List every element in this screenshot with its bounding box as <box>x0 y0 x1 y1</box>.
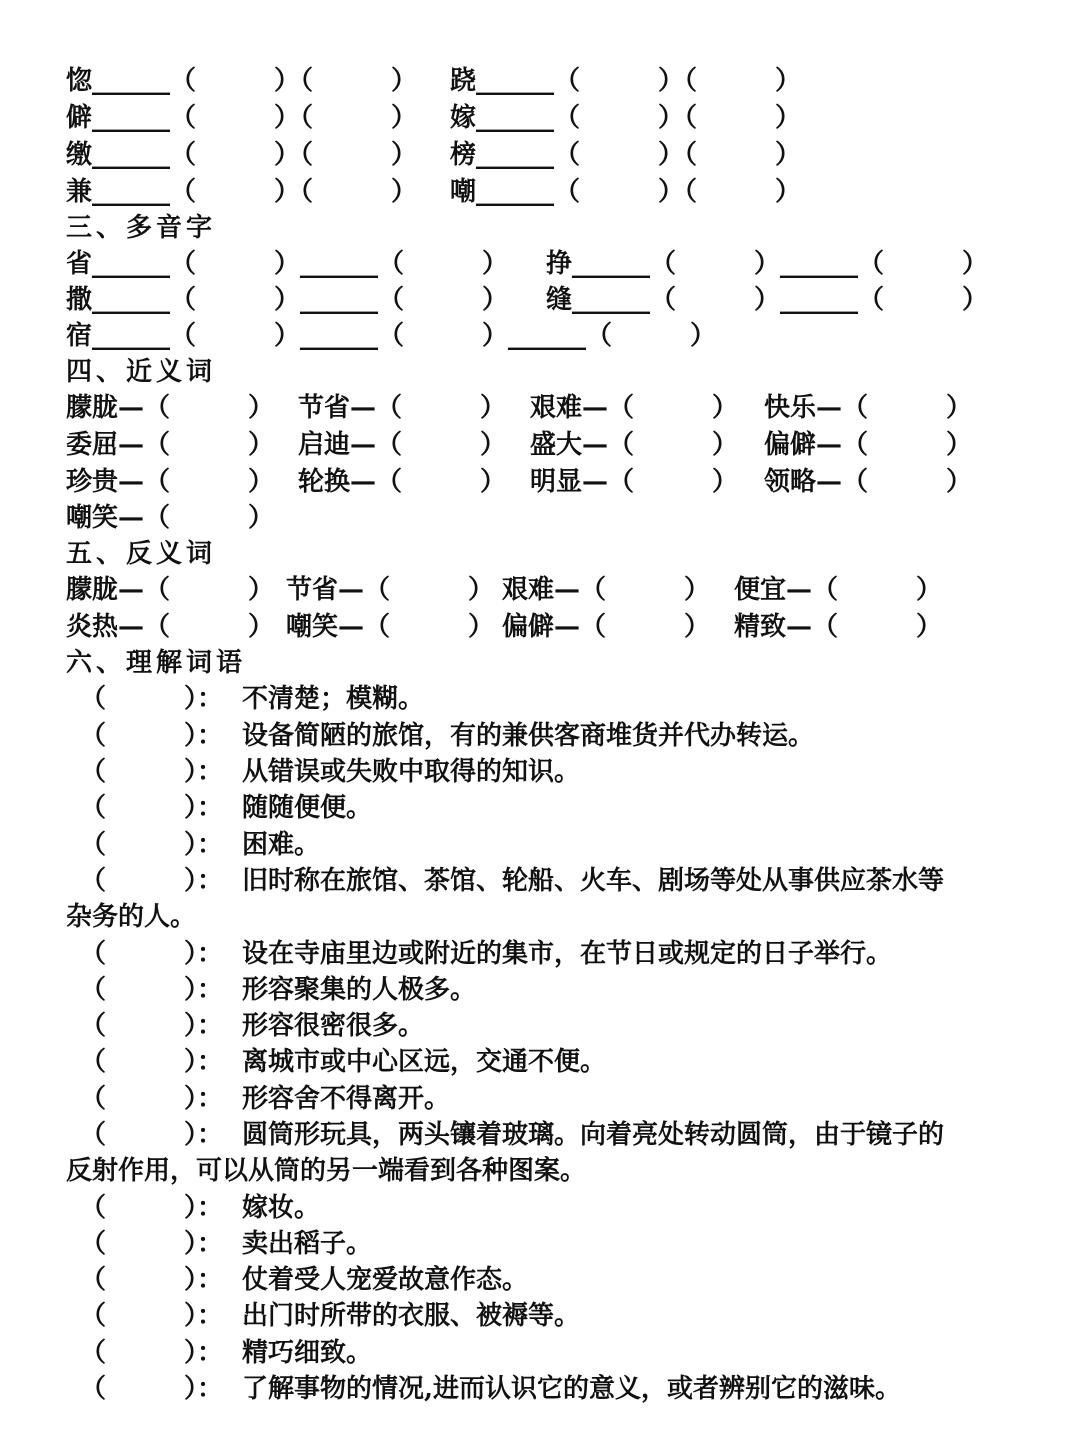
antonym-cell: 偏僻—（ ） <box>502 612 711 642</box>
answer-paren-open: （ <box>80 1193 107 1223</box>
synonym-cell: 快乐—（ ） <box>764 393 973 423</box>
answer-paren-open: （ <box>80 1338 107 1368</box>
definition-text: 圆筒形玩具，两头镶着玻璃。向着亮处转动圆筒，由于镜子的 <box>242 1120 945 1150</box>
synonym-cell: 朦胧—（ ） <box>66 393 275 423</box>
answer-paren-open: （ <box>80 1120 107 1150</box>
definition-text: 卖出稻子。 <box>242 1229 373 1259</box>
synonym-cell: 轮换—（ ） <box>298 467 507 497</box>
answer-paren-open: （ <box>80 1047 107 1077</box>
answer-paren-open: （ <box>80 1265 107 1295</box>
definition-text: 设在寺庙里边或附近的集市，在节日或规定的日子举行。 <box>242 939 893 969</box>
answer-paren-close: ）： <box>184 1265 224 1295</box>
definition-text: 形容聚集的人极多。 <box>242 975 477 1005</box>
section3-row-2-right: 缝______（ ）______（ ） <box>546 285 989 315</box>
antonym-cell: 精致—（ ） <box>734 612 943 642</box>
definition-continuation: 杂务的人。 <box>66 902 197 932</box>
synonym-cell: 盛大—（ ） <box>530 430 739 460</box>
answer-paren-open: （ <box>80 939 107 969</box>
answer-paren-close: ）： <box>184 1374 224 1404</box>
answer-paren-open: （ <box>80 830 107 860</box>
antonym-cell: 艰难—（ ） <box>502 575 711 605</box>
section3-row-2-left: 撒______（ ）______（ ） <box>66 285 509 315</box>
answer-paren-close: ）： <box>184 1193 224 1223</box>
section2-row-1-right: 跷______（ ）（ ） <box>450 66 802 96</box>
definition-text: 不清楚；模糊。 <box>242 684 425 714</box>
answer-paren-open: （ <box>80 1301 107 1331</box>
synonym-cell: 启迪—（ ） <box>298 430 507 460</box>
answer-paren-open: （ <box>80 1374 107 1404</box>
definition-text: 精巧细致。 <box>242 1338 373 1368</box>
answer-paren-close: ）： <box>184 939 224 969</box>
synonym-cell: 珍贵—（ ） <box>66 467 275 497</box>
section2-row-3-right: 榜______（ ）（ ） <box>450 140 802 170</box>
answer-paren-open: （ <box>80 1084 107 1114</box>
synonym-cell: 明显—（ ） <box>530 467 739 497</box>
section2-row-1-left: 惚______（ ）（ ） <box>66 66 418 96</box>
definition-text: 设备简陋的旅馆，有的兼供客商堆货并代办转运。 <box>242 721 815 751</box>
answer-paren-close: ）： <box>184 830 224 860</box>
definition-text: 困难。 <box>242 830 321 860</box>
synonym-cell: 偏僻—（ ） <box>764 430 973 460</box>
answer-paren-open: （ <box>80 684 107 714</box>
antonym-cell: 朦胧—（ ） <box>66 575 275 605</box>
definition-text: 旧时称在旅馆、茶馆、轮船、火车、剧场等处从事供应茶水等 <box>242 866 945 896</box>
antonym-cell: 节省—（ ） <box>286 575 495 605</box>
antonym-cell: 嘲笑—（ ） <box>286 612 495 642</box>
section3-heading: 三、多音字 <box>66 213 217 243</box>
antonym-cell: 炎热—（ ） <box>66 612 275 642</box>
answer-paren-open: （ <box>80 975 107 1005</box>
synonym-cell: 委屈—（ ） <box>66 430 275 460</box>
definition-text: 从错误或失败中取得的知识。 <box>242 757 581 787</box>
answer-paren-open: （ <box>80 1229 107 1259</box>
synonym-cell: 嘲笑—（ ） <box>66 503 275 533</box>
answer-paren-open: （ <box>80 757 107 787</box>
answer-paren-close: ）： <box>184 1229 224 1259</box>
answer-paren-close: ）： <box>184 1301 224 1331</box>
antonym-cell: 便宜—（ ） <box>734 575 943 605</box>
section4-heading: 四、近义词 <box>66 357 217 387</box>
answer-paren-close: ）： <box>184 793 224 823</box>
answer-paren-close: ）： <box>184 757 224 787</box>
section2-row-3-left: 缴______（ ）（ ） <box>66 140 418 170</box>
section2-row-4-right: 嘲______（ ）（ ） <box>450 177 802 207</box>
answer-paren-open: （ <box>80 1011 107 1041</box>
definition-text: 形容舍不得离开。 <box>242 1084 451 1114</box>
section2-row-2-right: 嫁______（ ）（ ） <box>450 103 802 133</box>
definition-text: 出门时所带的衣服、被褥等。 <box>242 1301 581 1331</box>
answer-paren-close: ）： <box>184 721 224 751</box>
answer-paren-open: （ <box>80 793 107 823</box>
answer-paren-close: ）： <box>184 975 224 1005</box>
answer-paren-close: ）： <box>184 1338 224 1368</box>
answer-paren-close: ）： <box>184 684 224 714</box>
synonym-cell: 领略—（ ） <box>764 467 973 497</box>
section5-heading: 五、反义词 <box>66 539 217 569</box>
definition-text: 形容很密很多。 <box>242 1011 425 1041</box>
definition-text: 随随便便。 <box>242 793 373 823</box>
synonym-cell: 艰难—（ ） <box>530 393 739 423</box>
section6-heading: 六、理解词语 <box>66 648 247 678</box>
answer-paren-close: ）： <box>184 1047 224 1077</box>
section3-row-1-right: 挣______（ ）______（ ） <box>546 249 989 279</box>
definition-text: 了解事物的情况,进而认识它的意义，或者辨别它的滋味。 <box>242 1374 902 1404</box>
definition-text: 离城市或中心区远，交通不便。 <box>242 1047 607 1077</box>
answer-paren-close: ）： <box>184 866 224 896</box>
section3-row-1-left: 省______（ ）______（ ） <box>66 249 509 279</box>
section3-row-3-left: 宿______（ ）______（ ）______（ ） <box>66 321 717 351</box>
section2-row-4-left: 兼______（ ）（ ） <box>66 177 418 207</box>
answer-paren-close: ）： <box>184 1120 224 1150</box>
answer-paren-close: ）： <box>184 1011 224 1041</box>
section2-row-2-left: 僻______（ ）（ ） <box>66 103 418 133</box>
definition-text: 嫁妆。 <box>242 1193 321 1223</box>
definition-continuation: 反射作用，可以从筒的另一端看到各种图案。 <box>66 1156 587 1186</box>
synonym-cell: 节省—（ ） <box>298 393 507 423</box>
answer-paren-close: ）： <box>184 1084 224 1114</box>
definition-text: 仗着受人宠爱故意作态。 <box>242 1265 529 1295</box>
answer-paren-open: （ <box>80 721 107 751</box>
answer-paren-open: （ <box>80 866 107 896</box>
